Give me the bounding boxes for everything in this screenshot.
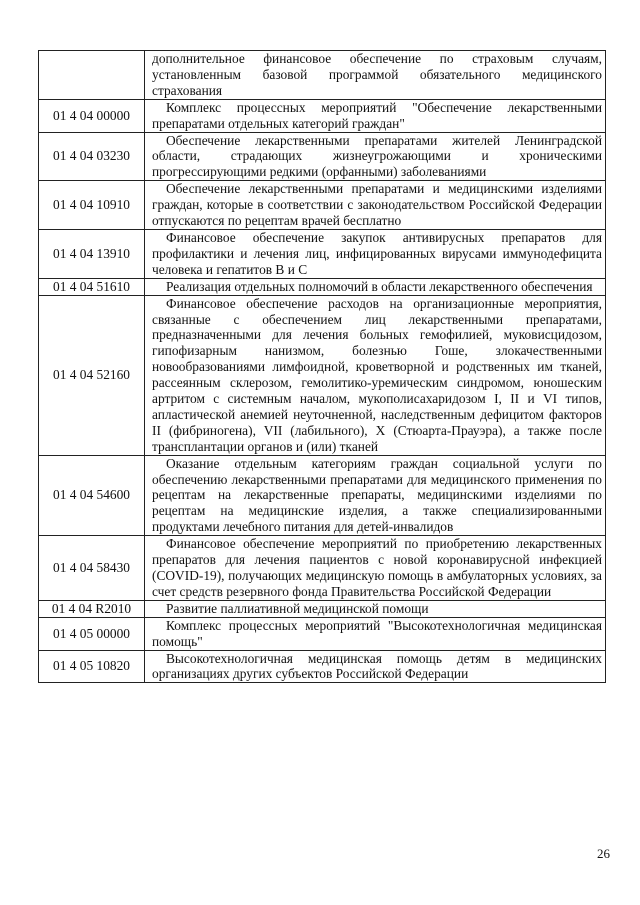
row-code: 01 4 04 52160: [39, 295, 145, 455]
row-description: Оказание отдельным категориям граждан социальной услуги по обеспечению лекарственными препаратами для медицинского применения по рецептам на лекарственные препараты, медицинскими изделиями по рецептам на медицинские изделия, а также специализированными продуктами лечебного питания для детей-инвалидов: [145, 455, 606, 536]
table-row: [39, 132, 606, 181]
row-description: Реализация отдельных полномочий в области лекарственного обеспечения: [145, 278, 606, 295]
row-code: 01 4 04 58430: [39, 536, 145, 601]
table-row: [39, 455, 606, 536]
budget-code-table: [38, 50, 606, 683]
row-code: 01 4 04 00000: [39, 99, 145, 132]
row-code: 01 4 05 10820: [39, 650, 145, 683]
table-row: [39, 600, 606, 617]
row-description: Развитие паллиативной медицинской помощи: [145, 600, 606, 617]
row-code: [39, 51, 145, 100]
row-description: Комплекс процессных мероприятий "Высокотехнологичная медицинская помощь": [145, 617, 606, 650]
table-row: [39, 181, 606, 230]
table-row: [39, 51, 606, 100]
row-description: Обеспечение лекарственными препаратами жителей Ленинградской области, страдающих жизнеугрожающими и хроническими прогрессирующими редкими (орфанными) заболеваниями: [145, 132, 606, 181]
row-description: Высокотехнологичная медицинская помощь детям в медицинских организациях других субъектов Российской Федерации: [145, 650, 606, 683]
table-row: [39, 229, 606, 278]
row-description: Финансовое обеспечение расходов на организационные мероприятия, связанные с обеспечением лиц лекарственными препаратами, предназначенными для лечения больных гемофилией, муковисцидозом, гипофизарным нанизмом, болезнью Гоше, злокачественными новообразованиями лимфоидной, кроветворной и родственных им тканей, рассеянным склерозом, гемолитико-уремическим синдромом, юношеским артритом с системным началом, мукополисахаридозом I, II и VI типов, апластической анемией неуточненной, наследственным дефицитом факторов II (фибриногена), VII (лабильного), X (Стюарта-Прауэра), а также после трансплантации органов и (или) тканей: [145, 295, 606, 455]
row-code: 01 4 04 54600: [39, 455, 145, 536]
row-description: Обеспечение лекарственными препаратами и медицинскими изделиями граждан, которые в соответствии с законодательством Российской Федерации отпускаются по рецептам врачей бесплатно: [145, 181, 606, 230]
table-row: [39, 617, 606, 650]
table-row: [39, 278, 606, 295]
row-code: 01 4 04 51610: [39, 278, 145, 295]
page-number: 26: [597, 846, 610, 861]
row-code: 01 4 05 00000: [39, 617, 145, 650]
row-description: Комплекс процессных мероприятий "Обеспечение лекарственными препаратами отдельных категорий граждан": [145, 99, 606, 132]
row-code: 01 4 04 10910: [39, 181, 145, 230]
row-description: Финансовое обеспечение закупок антивирусных препаратов для профилактики и лечения лиц, инфицированных вирусами иммунодефицита человека и гепатитов В и С: [145, 229, 606, 278]
row-code: 01 4 04 03230: [39, 132, 145, 181]
table-row: [39, 650, 606, 683]
row-description: дополнительное финансовое обеспечение по страховым случаям, установленным базовой программой обязательного медицинского страхования: [145, 51, 606, 100]
row-description: Финансовое обеспечение мероприятий по приобретению лекарственных препаратов для лечения пациентов с новой коронавирусной инфекцией (COVID-19), получающих медицинскую помощь в амбулаторных условиях, за счет средств резервного фонда Правительства Российской Федерации: [145, 536, 606, 601]
row-code: 01 4 04 R2010: [39, 600, 145, 617]
table-row: [39, 536, 606, 601]
table-row: [39, 99, 606, 132]
row-code: 01 4 04 13910: [39, 229, 145, 278]
table-row: [39, 295, 606, 455]
